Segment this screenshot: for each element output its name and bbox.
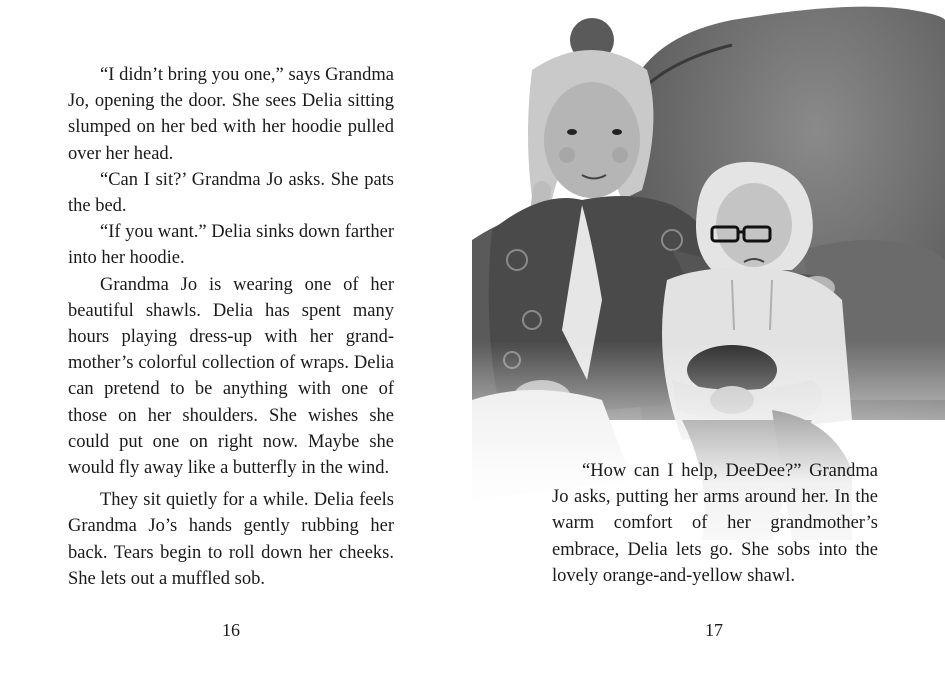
paragraph: “If you want.” Delia sinks down farther into her hoodie. [68, 222, 394, 269]
story-text [68, 62, 394, 592]
paragraph: “I didn’t bring you one,” says Grandma Jo, opening the door. She sees Delia sitting slumped on her bed with her hoodie pulled over her head. [68, 65, 394, 164]
page-number: 17 [705, 620, 723, 640]
caption-paragraph: “How can I help, DeeDee?” Grandma Jo asks, putting her arms around her. In the warm comfort of her grandmother’s embrace, Delia lets go. She sobs into the lovely orange-and-yellow shawl. [552, 461, 878, 586]
right-page [472, 0, 945, 687]
paragraph: Grandma Jo is wearing one of her beautiful shawls. Delia has spent many hours playing dress-up with her grandmother’s colorful collection of wraps. Delia can pretend to be anything with one of those on her shoulders. She wishes she could put one on right now. Maybe she would fly away like a butterfly in the wind. [68, 274, 394, 479]
page-number: 16 [222, 620, 240, 640]
paragraph: “Can I sit?’ Grandma Jo asks. She pats the bed. [68, 169, 394, 217]
paragraph: They sit quietly for a while. Delia feels Grandma Jo’s hands gently rubbing her back. Tears begin to roll down her cheeks. She lets out a muffled sob. [68, 490, 394, 589]
left-page [0, 0, 472, 687]
illustration-caption [552, 458, 878, 589]
